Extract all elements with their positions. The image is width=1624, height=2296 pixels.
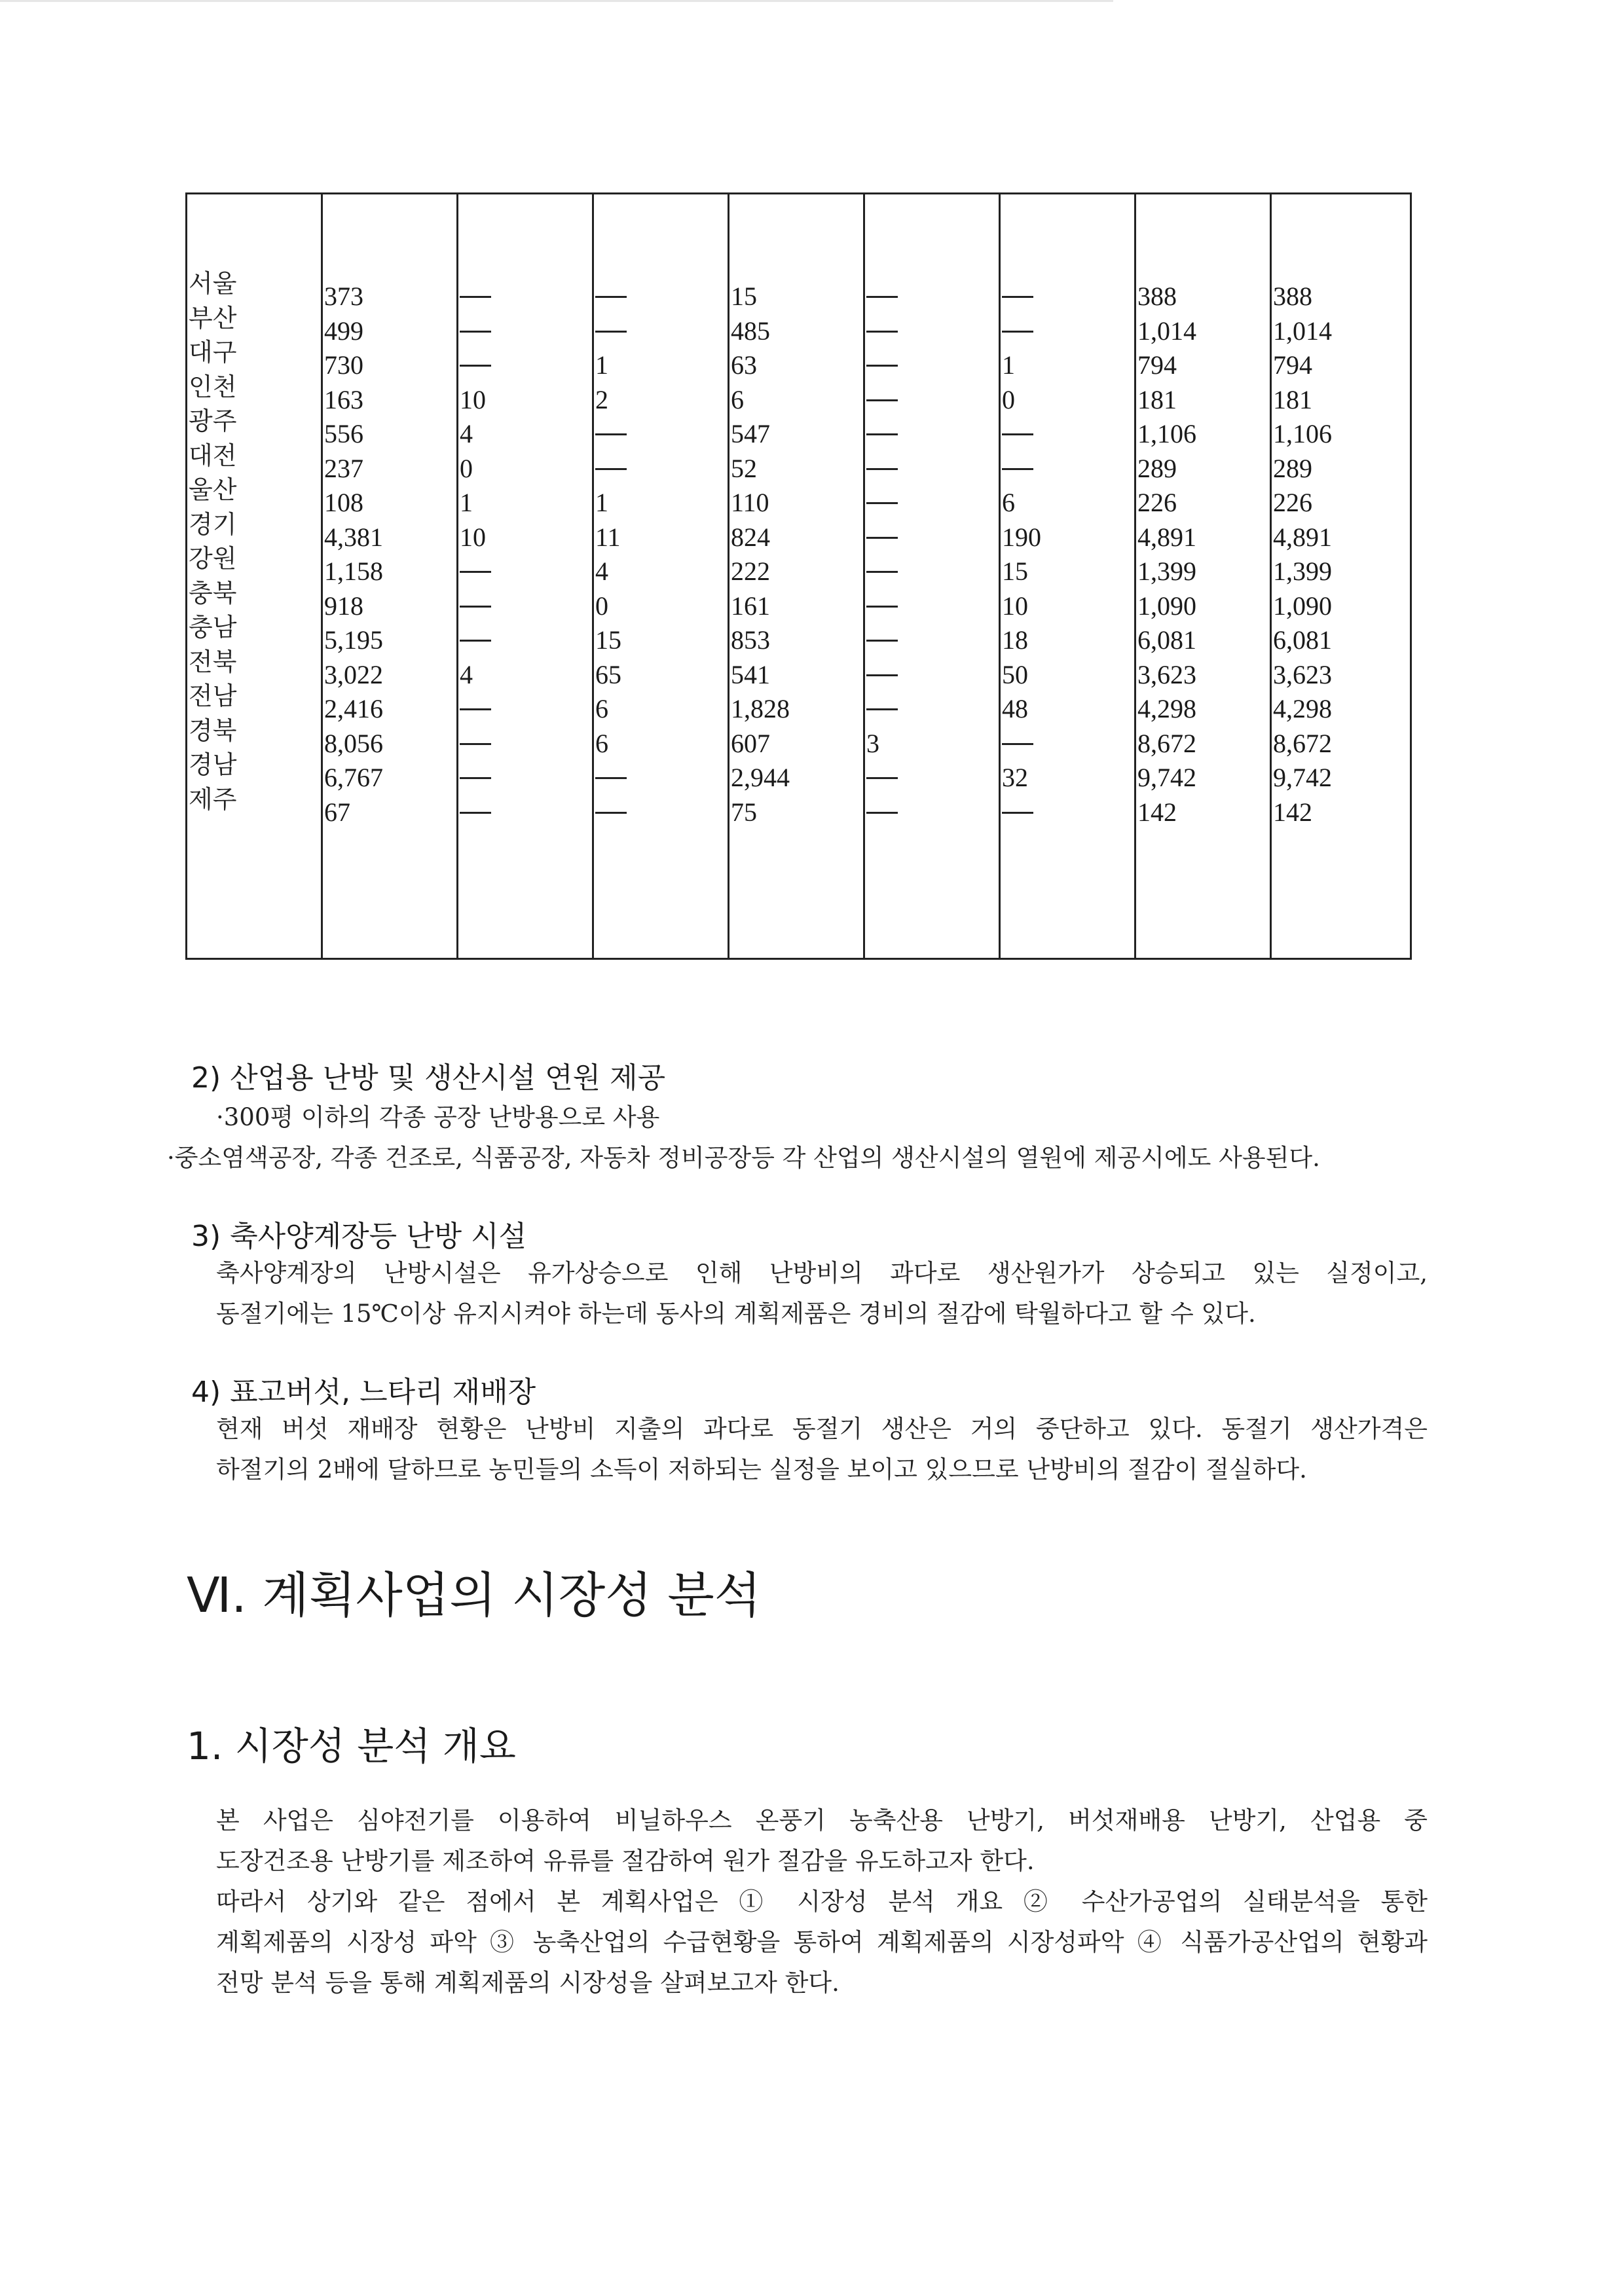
table-cell	[866, 692, 898, 727]
dash-mark	[866, 502, 898, 504]
table-cell	[460, 795, 491, 830]
table-cell	[460, 761, 491, 795]
table-cell: 918	[324, 591, 363, 621]
dash-mark	[595, 777, 627, 779]
table-cell: 289	[1137, 453, 1177, 483]
table-cell: 10	[1002, 591, 1028, 621]
table-cell: 237	[324, 453, 363, 483]
table-cell: 75	[731, 797, 757, 827]
table-cell	[866, 520, 898, 555]
table-cell: 6	[731, 384, 744, 414]
dash-mark	[1002, 812, 1033, 814]
dash-mark	[460, 777, 491, 779]
data-column-1	[324, 280, 383, 829]
dash-mark	[866, 331, 898, 333]
section-2-heading: 2) 산업용 난방 및 생산시설 연원 제공	[191, 1061, 666, 1095]
region-cell: 부산	[189, 303, 237, 333]
dash-mark	[1002, 296, 1033, 298]
table-cell: 1,106	[1273, 419, 1332, 448]
table-cell: 0	[595, 591, 608, 621]
table-cell	[866, 314, 898, 349]
table-cell	[866, 417, 898, 452]
table-cell	[595, 452, 627, 486]
table-cell: 499	[324, 316, 363, 346]
table-cell: 4,891	[1273, 522, 1332, 552]
table-cell	[1002, 417, 1041, 452]
dash-mark	[1002, 468, 1033, 470]
table-cell: 1,106	[1137, 419, 1196, 448]
region-cell: 충북	[189, 578, 237, 608]
table-cell: 142	[1137, 797, 1177, 827]
section-1-line-4: 계획제품의 시장성 파악 ③ 농축산업의 수급현황을 통하여 계획제품의 시장성파악 ④ 식품가공산업의 현황과	[216, 1928, 1428, 1956]
table-cell	[460, 727, 491, 761]
data-column-3	[595, 280, 627, 829]
dash-mark	[460, 571, 491, 573]
table-divider	[592, 194, 594, 958]
table-cell: 4,381	[324, 522, 383, 552]
dash-mark	[866, 606, 898, 608]
table-divider	[999, 194, 1001, 958]
table-cell: 226	[1137, 488, 1177, 517]
table-cell: 6,081	[1273, 625, 1332, 655]
table-cell: 388	[1273, 282, 1312, 311]
table-cell: 6	[595, 728, 608, 758]
table-cell: 1,014	[1273, 316, 1332, 346]
region-cell: 전남	[189, 682, 237, 710]
table-cell: 4,891	[1137, 522, 1196, 552]
region-cell: 울산	[189, 475, 237, 504]
section-1-line-3: 따라서 상기와 같은 점에서 본 계획사업은 ① 시장성 분석 개요 ② 수산가공업의 실태분석을 통한	[216, 1887, 1428, 1916]
table-cell: 15	[595, 625, 621, 655]
table-divider	[1134, 194, 1136, 958]
dash-mark	[460, 606, 491, 608]
table-cell: 8,056	[324, 728, 383, 758]
section-1-line-5: 전망 분석 등을 통해 계획제품의 시장성을 살펴보고자 한다.	[216, 1969, 840, 1997]
dash-mark	[460, 365, 491, 367]
dash-mark	[460, 708, 491, 710]
table-cell: 3,623	[1273, 659, 1332, 689]
section-3-heading: 3) 축사양계장등 난방 시설	[191, 1220, 527, 1253]
dash-mark	[866, 777, 898, 779]
table-cell: 52	[731, 453, 757, 483]
table-cell: 6,081	[1137, 625, 1196, 655]
region-column	[189, 266, 236, 816]
table-cell: 181	[1273, 384, 1312, 414]
table-cell	[866, 795, 898, 830]
dash-mark	[595, 331, 627, 333]
table-cell	[866, 589, 898, 624]
region-cell: 경북	[189, 716, 237, 745]
region-cell: 강원	[189, 544, 237, 573]
region-cell: 제주	[189, 784, 237, 814]
region-cell: 경남	[189, 750, 237, 779]
table-cell: 2,944	[731, 763, 790, 792]
table-cell: 853	[731, 625, 770, 655]
dash-mark	[866, 571, 898, 573]
table-cell: 18	[1002, 625, 1028, 655]
data-column-8	[1273, 280, 1332, 829]
table-cell: 289	[1273, 453, 1312, 483]
table-cell: 8,672	[1273, 728, 1332, 758]
table-cell: 0	[460, 453, 473, 483]
table-cell	[460, 555, 491, 589]
statistics-table	[185, 192, 1412, 960]
table-cell	[1002, 280, 1041, 314]
table-cell: 388	[1137, 282, 1177, 311]
table-cell: 4,298	[1273, 694, 1332, 723]
dash-mark	[460, 296, 491, 298]
data-column-4	[731, 280, 790, 829]
dash-mark	[595, 812, 627, 814]
table-cell: 1,399	[1273, 556, 1332, 586]
data-column-5	[866, 280, 898, 829]
table-cell: 108	[324, 488, 363, 517]
table-cell: 4	[460, 659, 473, 689]
dash-mark	[1002, 331, 1033, 333]
dash-mark	[460, 640, 491, 642]
table-cell: 607	[731, 728, 770, 758]
table-cell: 541	[731, 659, 770, 689]
table-cell: 11	[595, 522, 621, 552]
table-cell	[866, 555, 898, 589]
table-cell: 794	[1137, 350, 1177, 380]
section-1-title: 1. 시장성 분석 개요	[187, 1724, 516, 1768]
dash-mark	[866, 296, 898, 298]
table-cell	[866, 623, 898, 658]
table-cell: 163	[324, 384, 363, 414]
region-cell: 경기	[189, 509, 237, 539]
table-cell: 142	[1273, 797, 1312, 827]
table-cell: 3,623	[1137, 659, 1196, 689]
table-cell: 2,416	[324, 694, 383, 723]
region-cell: 인천	[189, 372, 237, 401]
table-cell: 8,672	[1137, 728, 1196, 758]
table-cell: 2	[595, 384, 608, 414]
table-cell	[595, 280, 627, 314]
table-cell	[595, 314, 627, 349]
table-cell: 4,298	[1137, 694, 1196, 723]
table-cell: 32	[1002, 763, 1028, 792]
region-cell: 전북	[189, 647, 237, 676]
table-cell: 6,767	[324, 763, 383, 792]
table-cell: 547	[731, 419, 770, 448]
section-3-line-1: 축사양계장의 난방시설은 유가상승으로 인해 난방비의 과다로 생산원가가 상승되고 있는 실정이고,	[216, 1259, 1428, 1287]
table-cell: 10	[460, 384, 486, 414]
data-column-7	[1137, 280, 1196, 829]
dash-mark	[866, 468, 898, 470]
dash-mark	[460, 331, 491, 333]
table-cell	[866, 383, 898, 418]
dash-mark	[1002, 743, 1033, 745]
section-3-line-2: 동절기에는 15℃이상 유지시켜야 하는데 동사의 계획제품은 경비의 절감에 탁월하다고 할 수 있다.	[216, 1300, 1256, 1328]
table-cell	[1002, 452, 1041, 486]
section-4-line-1: 현재 버섯 재배장 현황은 난방비 지출의 과다로 동절기 생산은 거의 중단하고 있다. 동절기 생산가격은	[216, 1415, 1428, 1443]
table-cell: 190	[1002, 522, 1041, 552]
table-cell	[866, 280, 898, 314]
table-cell: 110	[731, 488, 769, 517]
table-cell: 15	[1002, 556, 1028, 586]
dash-mark	[866, 365, 898, 367]
chapter-title: Ⅵ. 계획사업의 시장성 분석	[187, 1567, 762, 1624]
table-cell	[866, 658, 898, 693]
table-cell: 824	[731, 522, 770, 552]
table-divider	[728, 194, 729, 958]
table-cell	[595, 795, 627, 830]
table-cell: 730	[324, 350, 363, 380]
section-4-heading: 4) 표고버섯, 느타리 재배장	[191, 1376, 536, 1409]
table-cell: 6	[595, 694, 608, 723]
table-cell: 4	[595, 556, 608, 586]
table-cell: 556	[324, 419, 363, 448]
dash-mark	[866, 433, 898, 435]
dash-mark	[866, 537, 898, 539]
table-cell: 1	[1002, 350, 1015, 380]
table-cell: 1,090	[1273, 591, 1332, 621]
table-cell	[595, 761, 627, 795]
table-cell	[866, 348, 898, 383]
section-2-line-2: ·중소염색공장, 각종 건조로, 식품공장, 자동차 정비공장등 각 산업의 생산시설의 열원에 제공시에도 사용된다.	[167, 1144, 1320, 1172]
table-cell: 5,195	[324, 625, 383, 655]
table-cell: 48	[1002, 694, 1028, 723]
table-cell	[866, 761, 898, 795]
table-cell: 161	[731, 591, 770, 621]
table-cell: 181	[1137, 384, 1177, 414]
table-cell: 15	[731, 282, 757, 311]
table-cell	[1002, 727, 1041, 761]
table-cell: 9,742	[1273, 763, 1332, 792]
dash-mark	[866, 640, 898, 642]
table-cell: 3	[866, 728, 879, 758]
region-cell: 대구	[189, 338, 237, 367]
dash-mark	[866, 812, 898, 814]
section-4-line-2: 하절기의 2배에 달하므로 농민들의 소득이 저하되는 실정을 보이고 있으므로 난방비의 절감이 절실하다.	[216, 1455, 1307, 1484]
region-cell: 충남	[189, 613, 237, 642]
table-divider	[456, 194, 458, 958]
table-cell: 1,828	[731, 694, 790, 723]
table-cell: 373	[324, 282, 363, 311]
table-cell	[1002, 314, 1041, 349]
table-cell: 1,158	[324, 556, 383, 586]
table-cell	[460, 589, 491, 624]
table-cell	[866, 486, 898, 520]
table-cell: 3,022	[324, 659, 383, 689]
table-cell: 1,014	[1137, 316, 1196, 346]
table-cell	[460, 348, 491, 383]
dash-mark	[866, 708, 898, 710]
region-cell: 대전	[189, 441, 237, 470]
table-cell	[460, 692, 491, 727]
table-cell: 1,399	[1137, 556, 1196, 586]
table-cell: 4	[460, 419, 473, 448]
table-cell: 226	[1273, 488, 1312, 517]
table-cell: 1	[460, 488, 473, 517]
top-edge-line	[0, 0, 1113, 2]
table-cell: 485	[731, 316, 770, 346]
table-cell	[460, 280, 491, 314]
dash-mark	[460, 812, 491, 814]
table-cell	[460, 314, 491, 349]
table-cell: 1	[595, 488, 608, 517]
data-column-2	[460, 280, 491, 829]
table-cell: 222	[731, 556, 770, 586]
table-cell	[866, 452, 898, 486]
table-cell: 6	[1002, 488, 1015, 517]
table-cell	[595, 417, 627, 452]
table-cell: 67	[324, 797, 350, 827]
table-divider	[321, 194, 323, 958]
table-cell: 794	[1273, 350, 1312, 380]
dash-mark	[595, 296, 627, 298]
table-cell: 0	[1002, 384, 1015, 414]
dash-mark	[460, 743, 491, 745]
table-cell: 9,742	[1137, 763, 1196, 792]
table-cell	[1002, 795, 1041, 830]
table-cell: 10	[460, 522, 486, 552]
table-cell: 1	[595, 350, 608, 380]
table-cell	[460, 623, 491, 658]
region-cell: 서울	[189, 269, 237, 298]
table-divider	[1270, 194, 1272, 958]
table-cell: 50	[1002, 659, 1028, 689]
dash-mark	[866, 674, 898, 676]
table-cell: 65	[595, 659, 621, 689]
section-2-line-1: ·300평 이하의 각종 공장 난방용으로 사용	[216, 1103, 660, 1131]
data-column-6	[1002, 280, 1041, 829]
table-cell: 1,090	[1137, 591, 1196, 621]
dash-mark	[866, 399, 898, 401]
region-cell: 광주	[189, 407, 237, 435]
dash-mark	[595, 433, 627, 435]
section-1-line-1: 본 사업은 심야전기를 이용하여 비닐하우스 온풍기 농축산용 난방기, 버섯재배용 난방기, 산업용 중	[216, 1806, 1428, 1834]
section-1-line-2: 도장건조용 난방기를 제조하여 유류를 절감하여 원가 절감을 유도하고자 한다.	[216, 1847, 1035, 1875]
table-divider	[863, 194, 865, 958]
dash-mark	[1002, 433, 1033, 435]
dash-mark	[595, 468, 627, 470]
table-cell: 63	[731, 350, 757, 380]
